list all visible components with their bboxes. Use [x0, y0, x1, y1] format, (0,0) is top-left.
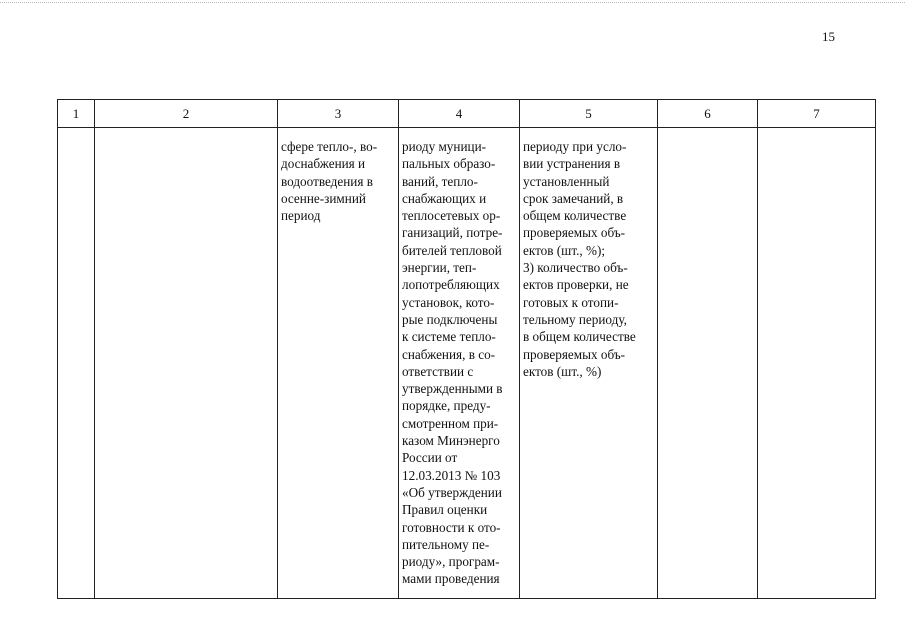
cell-text-line: готовности к ото-	[402, 519, 501, 535]
cell-col-3	[278, 128, 399, 599]
cell-text-line: доснабжения и	[281, 156, 366, 172]
cell-text-line: ваний, тепло-	[402, 173, 478, 189]
cell-text-line: водоотведения в	[281, 173, 373, 189]
cell-text-line: Правил оценки	[402, 502, 488, 518]
cell-text-line: 12.03.2013 № 103	[402, 467, 501, 483]
cell-text-line: пительному пе-	[402, 536, 490, 552]
cell-text-line: мами проведения	[402, 571, 500, 587]
cell-text-line: срок замечаний, в	[523, 190, 624, 206]
cell-text-line: снабжения, в со-	[402, 346, 496, 362]
cell-text-line: «Об утверждении	[402, 484, 502, 500]
cell-text-line: 3) количество объ-	[523, 260, 628, 276]
cell-text-line: риоду муници-	[402, 139, 487, 154]
cell-text-line: снабжающих и	[402, 190, 487, 206]
cell-text-line: ектов (шт., %)	[523, 363, 602, 379]
cell-text-line: порядке, преду-	[402, 398, 491, 414]
column-header-2: 2	[95, 100, 278, 128]
cell-text-line: проверяемых объ-	[523, 225, 626, 241]
cell-col-5	[520, 128, 658, 599]
cell-text-line: установок, кото-	[402, 294, 495, 310]
cell-col-4	[399, 128, 520, 599]
cell-col-6	[658, 128, 758, 599]
cell-text-line: ганизаций, потре-	[402, 225, 503, 241]
cell-col-7	[758, 128, 876, 599]
cell-text-line: тельному периоду,	[523, 311, 627, 327]
cell-text-line: проверяемых объ-	[523, 346, 626, 362]
cell-text-line: в общем количестве	[523, 329, 636, 345]
column-header-5: 5	[520, 100, 658, 128]
cell-text-line: лопотребляющих	[402, 277, 500, 293]
cell-col-1	[58, 128, 95, 599]
cell-text-line: общем количестве	[523, 208, 627, 224]
cell-text-line: периоду при усло-	[523, 139, 627, 154]
column-header-1: 1	[58, 100, 95, 128]
cell-text-line: казом Минэнерго	[402, 433, 500, 449]
scan-edge-line	[0, 2, 905, 3]
cell-text-line: пальных образо-	[402, 156, 496, 172]
document-table	[57, 99, 876, 599]
cell-text-line: энергии, теп-	[402, 260, 477, 276]
cell-text-line: смотренном при-	[402, 415, 499, 431]
column-header-3: 3	[278, 100, 399, 128]
cell-text-line: теплосетевых ор-	[402, 208, 501, 224]
cell-text-line: сфере тепло-, во-	[281, 139, 378, 154]
table-row	[58, 128, 876, 599]
cell-col-2	[95, 128, 278, 599]
column-header-4: 4	[399, 100, 520, 128]
cell-text-line: ектов (шт., %);	[523, 242, 606, 258]
column-header-7: 7	[758, 100, 876, 128]
table-header-row	[58, 100, 876, 128]
cell-text-line: рые подключены	[402, 311, 498, 327]
cell-text-line: ектов проверки, не	[523, 277, 629, 293]
cell-text-line: утвержденными в	[402, 381, 503, 397]
cell-text-line: России от	[402, 450, 458, 466]
cell-text-line: риоду», програм-	[402, 554, 500, 570]
page-number: 15	[822, 29, 835, 44]
cell-text-line: осенне-зимний	[281, 190, 366, 206]
cell-text-line: ответствии с	[402, 363, 474, 379]
cell-text-line: период	[281, 208, 321, 224]
cell-text-line: к системе тепло-	[402, 329, 496, 345]
cell-text-line: готовых к отопи-	[523, 294, 619, 310]
column-header-6: 6	[658, 100, 758, 128]
cell-text-line: бителей тепловой	[402, 242, 502, 258]
cell-text-line: вии устранения в	[523, 156, 621, 172]
cell-text-line: установленный	[523, 173, 610, 189]
